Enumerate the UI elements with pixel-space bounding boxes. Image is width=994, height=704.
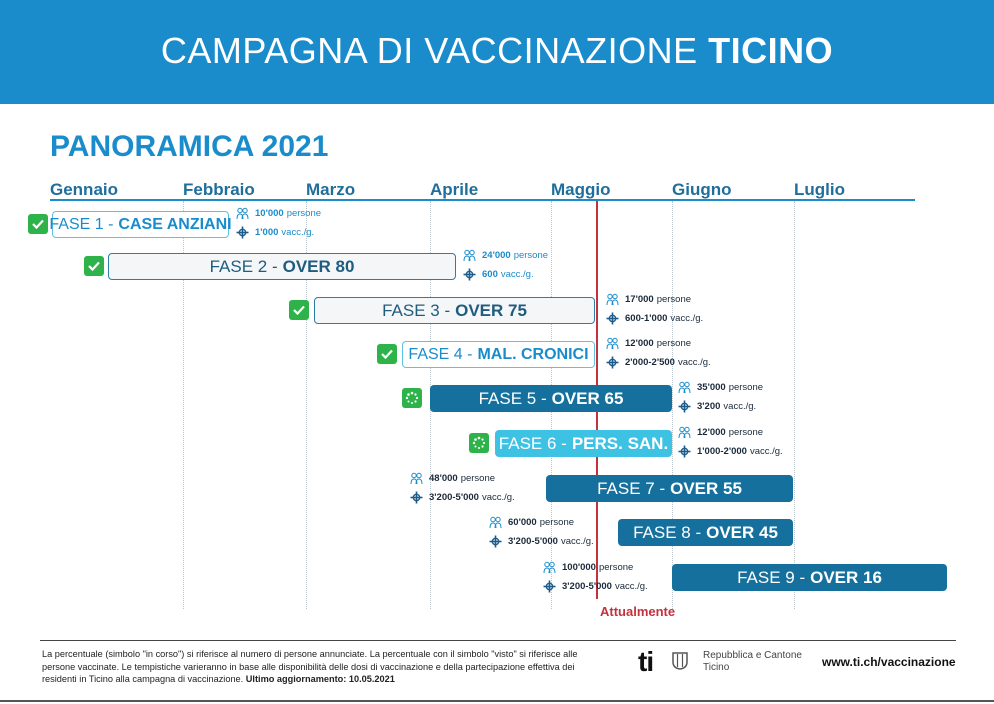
rate-value: 3'200 [697, 401, 721, 412]
status-in-progress-icon [469, 433, 489, 453]
phase-group: OVER 55 [670, 478, 742, 498]
phase-label: FASE 2 - [209, 256, 278, 276]
month-label: Marzo [306, 180, 356, 199]
title-bold: TICINO [708, 30, 834, 71]
vaccination-rate-icon [606, 312, 619, 325]
phase-bar [49, 211, 232, 238]
phase-bar [546, 475, 793, 502]
phase-label: FASE 7 - [597, 478, 666, 498]
phase-group: OVER 65 [551, 388, 624, 408]
phase-bar [314, 297, 595, 324]
people-unit: persone [598, 562, 634, 573]
rate-value: 3'200-5'000 [508, 536, 558, 547]
phase-group: OVER 80 [282, 256, 355, 276]
status-check-icon [28, 214, 48, 234]
phase-label: FASE 1 - [49, 215, 114, 233]
phase-label: FASE 8 - [633, 522, 702, 542]
phase-info [463, 246, 548, 284]
rate-row [606, 353, 711, 372]
phase-info [410, 469, 515, 507]
rate-value: 3'200-5'000 [562, 581, 612, 592]
rate-value: 1'000-2'000 [697, 446, 747, 457]
rate-unit: vacc./g. [281, 227, 315, 238]
rate-unit: vacc./g. [677, 357, 711, 368]
people-icon [543, 561, 556, 574]
people-row [543, 558, 648, 577]
people-value: 100'000 [562, 562, 596, 573]
rate-unit: vacc./g. [723, 401, 757, 412]
rate-row [236, 223, 321, 242]
month-label: Febbraio [183, 180, 255, 199]
phase-bar [495, 430, 672, 457]
rate-unit: vacc./g. [614, 581, 648, 592]
vaccination-rate-icon [678, 400, 691, 413]
phase-bar [430, 385, 672, 412]
footer-note-text: La percentuale (simbolo "in corso") si riferisce al numero di persone annunciate. La percentuale con il simbolo "visto" si riferisce alle persone vaccinate. Le tempistiche varieranno in base alle disponibilità delle dosi di vaccinazione e della partecipazione effettiva dei residenti in Ticino alla campagna di vaccinazione. [42, 649, 578, 684]
header-banner [0, 0, 994, 104]
today-marker-label: Attualmente [600, 604, 676, 619]
phase-info [606, 334, 711, 372]
phase-label: FASE 6 - [498, 433, 567, 453]
phase-info [543, 558, 648, 596]
rate-row [606, 309, 703, 328]
phase-label: FASE 5 - [478, 388, 547, 408]
people-unit: persone [286, 208, 322, 219]
people-icon [489, 516, 502, 529]
footer-divider [40, 640, 956, 641]
rate-unit: vacc./g. [481, 492, 515, 503]
people-row [489, 513, 594, 532]
people-value: 12'000 [697, 427, 726, 438]
rate-value: 600-1'000 [625, 313, 668, 324]
phase-bar [108, 253, 456, 280]
people-unit: persone [656, 294, 692, 305]
people-unit: persone [513, 250, 549, 261]
rate-value: 2'000-2'500 [625, 357, 675, 368]
phase-info [606, 290, 703, 328]
rate-unit: vacc./g. [560, 536, 594, 547]
people-row [236, 204, 321, 223]
people-icon [410, 472, 423, 485]
people-row [463, 246, 548, 265]
people-icon [678, 381, 691, 394]
month-label: Giugno [672, 180, 732, 199]
phase-group: MAL. CRONICI [477, 345, 589, 363]
bottom-divider [0, 700, 994, 702]
month-gridline [672, 201, 673, 609]
people-icon [236, 207, 249, 220]
vaccination-rate-icon [236, 226, 249, 239]
footer-updated: Ultimo aggiornamento: 10.05.2021 [245, 674, 395, 684]
month-label: Luglio [794, 180, 845, 199]
rate-row [543, 577, 648, 596]
status-check-icon [289, 300, 309, 320]
rate-value: 3'200-5'000 [429, 492, 479, 503]
chart-title: PANORAMICA 2021 [50, 130, 329, 163]
phase-info [489, 513, 594, 551]
phase-label: FASE 4 - [408, 345, 473, 363]
vaccination-rate-icon [606, 356, 619, 369]
rate-value: 600 [482, 269, 498, 280]
status-check-icon [84, 256, 104, 276]
page-title [0, 30, 994, 72]
phase-group: PERS. SAN. [571, 433, 669, 453]
vaccination-rate-icon [410, 491, 423, 504]
website-link[interactable]: www.ti.ch/vaccinazione [822, 655, 956, 669]
people-row [678, 423, 783, 442]
month-label: Gennaio [50, 180, 119, 199]
title-light: CAMPAGNA DI VACCINAZIONE [160, 30, 698, 71]
people-icon [678, 426, 691, 439]
vaccination-rate-icon [489, 535, 502, 548]
people-row [678, 378, 763, 397]
phase-label: FASE 9 - [737, 567, 806, 587]
people-unit: persone [728, 382, 764, 393]
phase-group: OVER 45 [706, 522, 778, 542]
people-value: 17'000 [625, 294, 654, 305]
rate-unit: vacc./g. [670, 313, 704, 324]
phase-info [678, 423, 783, 461]
rate-value: 1'000 [255, 227, 279, 238]
people-icon [606, 293, 619, 306]
rate-row [410, 488, 515, 507]
month-gridline [794, 201, 795, 609]
people-row [606, 290, 703, 309]
phase-bar [618, 519, 793, 546]
people-value: 12'000 [625, 338, 654, 349]
people-unit: persone [539, 517, 575, 528]
footer-note [42, 648, 602, 686]
phase-group: CASE ANZIANI [118, 215, 232, 233]
phase-info [236, 204, 321, 242]
people-unit: persone [460, 473, 496, 484]
people-row [410, 469, 515, 488]
status-in-progress-icon [402, 388, 422, 408]
people-icon [606, 337, 619, 350]
rate-row [678, 442, 783, 461]
people-row [606, 334, 711, 353]
ti-logo: ti [638, 646, 654, 677]
people-value: 48'000 [429, 473, 458, 484]
people-value: 35'000 [697, 382, 726, 393]
canton-shield-icon [672, 652, 688, 670]
vaccination-rate-icon [543, 580, 556, 593]
phase-info [678, 378, 763, 416]
vaccination-rate-icon [463, 268, 476, 281]
rate-unit: vacc./g. [500, 269, 534, 280]
phase-bar [672, 564, 947, 591]
rate-unit: vacc./g. [749, 446, 783, 457]
people-icon [463, 249, 476, 262]
phase-bar [402, 341, 595, 368]
month-label: Maggio [551, 180, 611, 199]
rate-row [489, 532, 594, 551]
month-label: Aprile [430, 180, 479, 199]
rate-row [678, 397, 763, 416]
rate-row [463, 265, 548, 284]
status-check-icon [377, 344, 397, 364]
month-axis-line [50, 199, 915, 201]
vaccination-rate-icon [678, 445, 691, 458]
people-value: 10'000 [255, 208, 284, 219]
people-unit: persone [656, 338, 692, 349]
phase-group: OVER 75 [455, 300, 527, 320]
people-value: 60'000 [508, 517, 537, 528]
people-unit: persone [728, 427, 764, 438]
phase-group: OVER 16 [810, 567, 882, 587]
republic-label: Repubblica e Cantone Ticino [703, 650, 802, 673]
phase-label: FASE 3 - [382, 300, 451, 320]
people-value: 24'000 [482, 250, 511, 261]
